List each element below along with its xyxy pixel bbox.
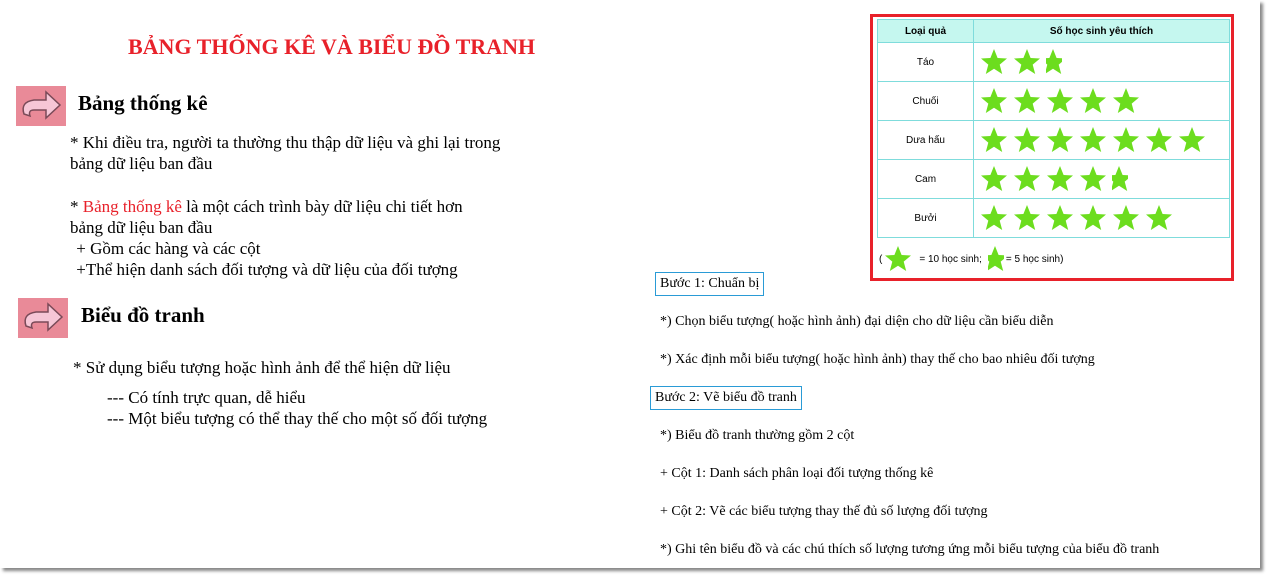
icon-cell: [974, 199, 1230, 238]
icon-cell: [974, 43, 1230, 82]
star-icon: [1112, 126, 1145, 154]
legend-half-label: = 5 học sinh): [1005, 253, 1064, 265]
star-icon: [1013, 87, 1046, 115]
star-icon: [1046, 126, 1079, 154]
picture-table: [877, 19, 1230, 238]
table-row: [878, 199, 1230, 238]
legend-full-label: = 10 học sinh;: [919, 253, 982, 265]
header-fruit: Loại quả: [878, 20, 974, 43]
text: *) Ghi tên biểu đồ và các chú thích số lượng tương ứng mỗi biểu tượng của biểu đồ tranh: [660, 542, 1160, 557]
star-icon: [1013, 204, 1046, 232]
text: * Khi điều tra, người ta thường thu thập dữ liệu và ghi lại trong: [70, 133, 501, 152]
fruit-name: Bưởi: [878, 199, 974, 238]
table-row: [878, 121, 1230, 160]
arrow-icon: [16, 86, 66, 126]
text: *) Chọn biểu tượng( hoặc hình ảnh) đại diện cho dữ liệu cần biểu diễn: [660, 314, 1054, 329]
half-star-icon: [988, 245, 1004, 273]
star-icon: [1112, 204, 1145, 232]
legend-paren: (: [879, 253, 883, 265]
fruit-name: Táo: [878, 43, 974, 82]
fruit-name: Chuối: [878, 82, 974, 121]
step2-box: Bước 2: Vẽ biểu đồ tranh: [650, 386, 802, 410]
icon-cell: [974, 121, 1230, 160]
star-icon: [884, 245, 917, 273]
star-icon: [980, 165, 1013, 193]
fruit-name: Cam: [878, 160, 974, 199]
text: *) Biểu đồ tranh thường gồm 2 cột: [660, 428, 855, 443]
text: *: [70, 197, 83, 216]
page-title: BẢNG THỐNG KÊ VÀ BIỂU ĐỒ TRANH: [128, 34, 536, 59]
star-icon: [1046, 204, 1079, 232]
text: là một cách trình bày dữ liệu chi tiết hơn: [181, 197, 463, 216]
text: [70, 196, 463, 217]
star-icon: [1079, 204, 1112, 232]
step1-box: Bước 1: Chuẩn bị: [655, 272, 764, 296]
star-icon: [1178, 126, 1211, 154]
text: --- Một biểu tượng có thể thay thế cho một số đối tượng: [107, 409, 488, 428]
star-icon: [1145, 204, 1178, 232]
text: bảng dữ liệu ban đầu: [70, 218, 213, 237]
table-row: [878, 43, 1230, 82]
arrow-icon: [18, 298, 68, 338]
star-icon: [1112, 87, 1145, 115]
icon-cell: [974, 160, 1230, 199]
half-star-icon: [1112, 165, 1128, 193]
icon-cell: [974, 82, 1230, 121]
half-star-icon: [1046, 48, 1062, 76]
table-row: [878, 82, 1230, 121]
text: + Cột 1: Danh sách phân loại đối tượng thống kê: [660, 466, 934, 481]
fruit-name: Dưa hấu: [878, 121, 974, 160]
text: +Thể hiện danh sách đối tượng và dữ liệu của đối tượng: [72, 260, 458, 279]
star-icon: [1046, 165, 1079, 193]
star-icon: [1079, 126, 1112, 154]
star-icon: [1145, 126, 1178, 154]
star-icon: [1046, 87, 1079, 115]
star-icon: [1013, 126, 1046, 154]
text: + Gồm các hàng và các cột: [72, 239, 261, 258]
header-count: Số học sinh yêu thích: [974, 20, 1230, 43]
legend: [879, 245, 1063, 273]
text: *) Xác định mỗi biểu tượng( hoặc hình ảnh) thay thế cho bao nhiêu đối tượng: [660, 352, 1095, 367]
star-icon: [980, 48, 1013, 76]
star-icon: [980, 126, 1013, 154]
half-star-icon: [988, 245, 1004, 273]
text: --- Có tính trực quan, dễ hiểu: [107, 388, 306, 407]
section-heading-bang-thong-ke: Bảng thống kê: [78, 91, 208, 115]
star-icon: [884, 245, 917, 273]
table-row: [878, 160, 1230, 199]
text: bảng dữ liệu ban đầu: [70, 154, 213, 173]
highlight-term: Bảng thống kê: [82, 197, 182, 216]
section-heading-bieu-do-tranh: Biểu đồ tranh: [81, 303, 205, 327]
star-icon: [1013, 165, 1046, 193]
star-icon: [980, 204, 1013, 232]
star-icon: [1079, 87, 1112, 115]
star-icon: [1013, 48, 1046, 76]
star-icon: [980, 87, 1013, 115]
text: * Sử dụng biểu tượng hoặc hình ảnh để thể hiện dữ liệu: [73, 358, 451, 377]
text: + Cột 2: Vẽ các biểu tượng thay thế đủ số lượng đối tượng: [660, 504, 988, 519]
picture-chart: [870, 14, 1234, 281]
star-icon: [1079, 165, 1112, 193]
